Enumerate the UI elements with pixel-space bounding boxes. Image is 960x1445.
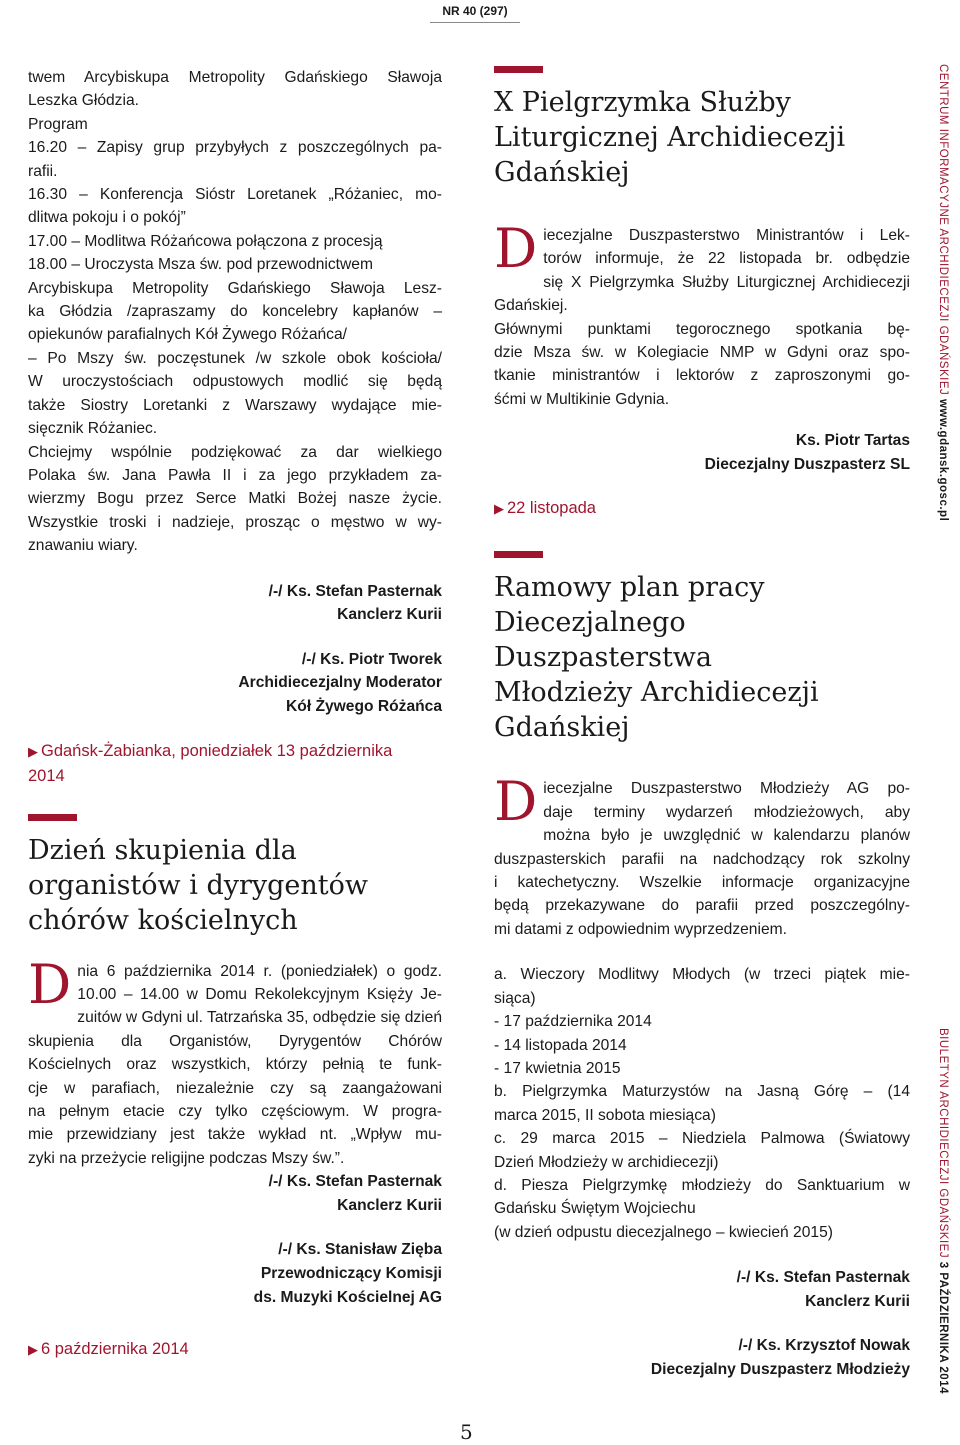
sidebar-pub: BIULETYN ARCHIDIECEZJI GDAŃSKIEJ — [937, 1028, 949, 1259]
signature-role: Kanclerz Kurii — [337, 606, 442, 624]
text-line: mi datami z odpowiednim wyprzedzeniem. — [494, 920, 787, 938]
drop-cap: D — [28, 952, 72, 1016]
text-line: 18.00 – Uroczysta Msza św. pod przewodnictwem — [28, 256, 373, 274]
right-column — [494, 66, 910, 1382]
plan-line: b. Pielgrzymka Maturzystów na Jasną Górę – (14 — [494, 1083, 910, 1101]
text-line: torów informuje, że 22 listopada br. odbędzie — [543, 250, 910, 268]
text-line: można było je uwzględnić w kalendarzu planów — [543, 827, 910, 845]
title-line: Liturgicznej Archidiecezji — [494, 122, 846, 153]
text-line: 16.30 – Konferencja Sióstr Loretanek „Różaniec, mo- — [28, 186, 442, 204]
text-line: iecezjalne Duszpasterstwo Młodzieży AG po- — [543, 780, 910, 798]
text-line: Wszystkie troski i nadzieje, prosząc o męstwo w wy- — [28, 513, 442, 531]
text-line: wierzmy Bogu przez Serce Matki Bożej nasze życie. — [28, 490, 442, 508]
article4-body — [494, 770, 910, 941]
article2-title — [28, 833, 442, 938]
plan-line: marca 2015, II sobota miesiąca) — [494, 1106, 716, 1124]
text-line: – Po Mszy św. poczęstunek /w szkole obok kościoła/ — [28, 349, 442, 367]
text-line: 10.00 – 14.00 w Domu Rekolekcyjnym Księży Je- — [77, 985, 442, 1003]
signature-role: Kanclerz Kurii — [337, 1196, 442, 1214]
signature-tartas — [494, 429, 910, 476]
sidebar-top-label — [937, 64, 949, 522]
section-bar — [494, 551, 543, 558]
text-line: tkanie ministrantów i lektorów z zaproszonymi go- — [494, 367, 910, 385]
text-line: cje w parafiach, niezależnie czy są zaangażowani — [28, 1079, 442, 1097]
text-line: 16.20 – Zapisy grup przybyłych z poszczególnych pa- — [28, 139, 442, 157]
issue-number: NR 40 (297) — [430, 0, 520, 23]
plan-line: - 17 kwietnia 2015 — [494, 1059, 621, 1077]
signature-zieba — [28, 1238, 442, 1309]
left-column — [28, 66, 442, 1362]
text-line: Arcybiskupa Metropolity Gdańskiego Sławoja Lesz- — [28, 279, 442, 297]
dateline-text: 22 listopada — [507, 499, 596, 518]
plan-line: a. Wieczory Modlitwy Młodych (w trzeci piątek mie- — [494, 966, 910, 984]
text-line: Głównymi punktami tegorocznego spotkania bę- — [494, 320, 910, 338]
text-line: twem Arcybiskupa Metropolity Gdańskiego Sławoja — [28, 69, 442, 86]
text-line: znawaniu wiary. — [28, 537, 138, 555]
plan-line: Dzień Młodzieży w archidiecezji) — [494, 1153, 719, 1171]
sidebar-web: www.gdansk.gosc.pl — [937, 398, 949, 522]
triangle-right-icon: ▶ — [494, 501, 504, 517]
article3-title — [494, 85, 910, 190]
text-line: Chciejmy wspólnie podziękować za dar wielkiego — [28, 443, 442, 461]
text-line: 17.00 – Modlitwa Różańcowa połączona z procesją — [28, 232, 383, 250]
signature-name: /-/ Ks. Stefan Pasternak — [268, 582, 442, 600]
text-line: śćmi w Multikinie Gdynia. — [494, 390, 670, 408]
dateline-text: 6 października 2014 — [41, 1340, 189, 1359]
drop-cap: D — [494, 217, 538, 280]
signature-pasternak — [28, 1170, 442, 1217]
plan-line: c. 29 marca 2015 – Niedziela Palmowa (Światowy — [494, 1130, 910, 1148]
drop-cap: D — [494, 770, 538, 834]
text-line: Program — [28, 115, 88, 133]
text-line: duszpasterskich parafii na nadchodzący rok szkolny — [494, 850, 910, 868]
dateline-year: 2014 — [28, 766, 65, 785]
text-line: zuitów w Gdyni ul. Tatrzańska 35, odbędzie się dzień — [77, 1009, 442, 1027]
signature-role: Diecezjalny Duszpasterz Młodzieży — [650, 1360, 910, 1378]
signature-role: Archidiecezjalny Moderator — [238, 674, 442, 692]
text-line: rafii. — [28, 162, 58, 180]
text-line: Polaka św. Jana Pawła II i za jego przykładem za- — [28, 466, 442, 484]
triangle-right-icon: ▶ — [28, 1342, 38, 1358]
dateline-22-listopada — [494, 496, 910, 521]
text-line: na pełnym etacie czy tylko częściowym. W progra- — [28, 1102, 442, 1120]
text-line: sięcznik Różaniec. — [28, 420, 158, 438]
text-line: daje terminy wydarzeń młodzieżowych, aby — [543, 803, 910, 821]
text-line: skupienia dla Organistów, Dyrygentów Chórów — [28, 1032, 442, 1050]
title-line: Diecezjalnego Duszpasterstwa — [494, 607, 713, 674]
text-line: Leszka Głódzia. — [28, 92, 139, 110]
article4-title — [494, 570, 910, 745]
signature-pasternak — [28, 580, 442, 627]
article3-body — [494, 217, 910, 411]
plan-line: siąca) — [494, 989, 536, 1007]
sidebar-date: 3 PAŹDZIERNIKA 2014 — [937, 1261, 949, 1394]
section-bar — [28, 814, 77, 821]
signature-nowak — [494, 1334, 910, 1381]
signature-role: Przewodniczący Komisji — [260, 1264, 442, 1282]
article2-body — [28, 952, 442, 1171]
title-line: Młodzieży Archidiecezji — [494, 677, 819, 709]
title-line: Gdańskiej — [494, 712, 630, 744]
signature-name: /-/ Ks. Stefan Pasternak — [736, 1269, 910, 1287]
dateline-6-pazdziernika — [28, 1337, 442, 1362]
text-line: mie przewidziany jest także wykład nt. „Wpływ mu- — [28, 1126, 442, 1144]
text-line: ka Głódzia /zapraszamy do koncelebry kapłanów – — [28, 303, 442, 321]
text-line: Kościelnych oraz wszystkich, którzy pełnią te funk- — [28, 1056, 442, 1074]
section-bar — [494, 66, 543, 73]
signature-name: /-/ Ks. Stanisław Zięba — [278, 1241, 442, 1259]
text-line: nia 6 października 2014 r. (poniedziałek) o godz. — [77, 962, 442, 980]
plan-line: - 17 października 2014 — [494, 1013, 652, 1031]
plan-line: Gdańsku Świętym Wojciechu — [494, 1200, 696, 1218]
title-line: chórów kościelnych — [28, 904, 298, 936]
plan-line: d. Piesza Pielgrzymkę młodzieży do Sanktuarium w — [494, 1176, 910, 1194]
article4-plan — [494, 963, 910, 1244]
signature-role: ds. Muzyki Kościelnej AG — [253, 1288, 442, 1306]
text-line: się X Pielgrzymka Służby Liturgicznej Archidiecezji — [543, 273, 910, 291]
dateline-text: Gdańsk-Żabianka, poniedziałek 13 października — [41, 741, 393, 760]
text-line: dzie Msza św. w Kolegiacie NMP w Gdyni oraz spo- — [494, 344, 910, 362]
signature-role: Kanclerz Kurii — [805, 1292, 910, 1310]
page-number: 5 — [460, 1420, 473, 1444]
text-line: dlitwa pokoju i o pokój” — [28, 209, 186, 227]
signature-name: Ks. Piotr Tartas — [795, 432, 910, 450]
sidebar-bottom-label — [937, 1028, 949, 1394]
sidebar-org: CENTRUM INFORMACYJNE ARCHIDIECEZJI GDAŃSKIEJ — [937, 64, 949, 396]
signature-pasternak — [494, 1266, 910, 1313]
text-line: Gdańskiej. — [494, 297, 568, 315]
dateline-zabianka — [28, 739, 442, 788]
plan-line: (w dzień odpustu diecezjalnego – kwiecień 2015) — [494, 1223, 833, 1241]
signature-name: /-/ Ks. Stefan Pasternak — [268, 1173, 442, 1191]
text-line: zyki na przeżycie religijne podczas Mszy św.”. — [28, 1149, 345, 1167]
signature-role: Diecezjalny Duszpasterz SL — [704, 455, 910, 473]
signature-role: Kół Żywego Różańca — [286, 697, 442, 715]
title-line: organistów i dyrygentów — [28, 869, 369, 901]
text-line: i katechetyczny. Wszelkie informacje organizacyjne — [494, 874, 910, 892]
text-line: W uroczystościach odpustowych modlić się będą — [28, 373, 442, 391]
signature-name: /-/ Ks. Piotr Tworek — [301, 650, 442, 668]
triangle-right-icon: ▶ — [28, 743, 38, 759]
plan-line: - 14 listopada 2014 — [494, 1036, 627, 1054]
title-line: X Pielgrzymka Służby — [494, 87, 791, 118]
text-line: będą przekazywane do parafii przed poszczególny- — [494, 897, 910, 915]
signature-name: /-/ Ks. Krzysztof Nowak — [738, 1337, 910, 1355]
text-line: opiekunów parafialnych Kół Żywego Różańca/ — [28, 326, 347, 344]
title-line: Gdańskiej — [494, 157, 630, 188]
text-line: iecezjalne Duszpasterstwo Ministrantów i Lek- — [543, 227, 910, 244]
text-line: także Siostry Loretanki z Warszawy wydające mie- — [28, 396, 442, 414]
signature-tworek — [28, 648, 442, 719]
title-line: Dzień skupienia dla — [28, 834, 297, 866]
article1-body — [28, 66, 442, 558]
title-line: Ramowy plan pracy — [494, 572, 765, 604]
